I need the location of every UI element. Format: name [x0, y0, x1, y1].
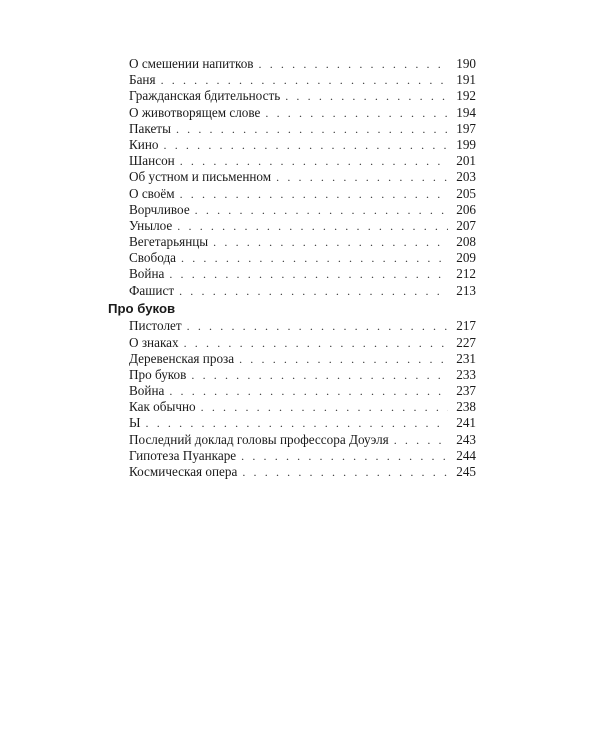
- toc-entry-page: 243: [456, 431, 476, 447]
- table-of-contents: [108, 56, 476, 480]
- toc-entry-title: Вегетарьянцы: [129, 234, 209, 250]
- dot-leader: [213, 234, 448, 250]
- dot-leader: [180, 153, 448, 169]
- toc-entry-title: Кино: [129, 136, 159, 152]
- toc-entry: [108, 464, 476, 480]
- toc-entry-page: 191: [456, 72, 476, 88]
- toc-entry-page: 233: [456, 366, 476, 382]
- toc-entry-title: Шансон: [129, 153, 175, 169]
- toc-entry-title: Ворчливое: [129, 201, 190, 217]
- toc-entry-title: Гражданская бдительность: [129, 88, 281, 104]
- toc-entry-page: 194: [456, 104, 476, 120]
- toc-entry-page: 190: [456, 56, 476, 71]
- toc-entry-page: 227: [456, 334, 476, 350]
- toc-entry: [108, 186, 476, 202]
- toc-entry: [108, 383, 476, 399]
- toc-entry-title: Космическая опера: [129, 464, 238, 479]
- dot-leader: [164, 137, 448, 153]
- toc-entry: [108, 218, 476, 234]
- dot-leader: [169, 266, 448, 282]
- toc-entry-title: Ы: [129, 415, 141, 431]
- dot-leader: [259, 56, 448, 72]
- toc-entry: [108, 72, 476, 88]
- toc-entry-page: 241: [456, 415, 476, 431]
- toc-entry-title: Деревенская проза: [129, 350, 235, 366]
- toc-entry: [108, 88, 476, 104]
- toc-entry-title: Последний доклад головы профессора Доуэля: [129, 431, 389, 447]
- dot-leader: [181, 250, 448, 266]
- toc-entry-title: Гипотеза Пуанкаре: [129, 447, 237, 463]
- toc-entry: [108, 234, 476, 250]
- toc-entry: [108, 283, 476, 299]
- toc-entry-page: 207: [456, 217, 476, 233]
- dot-leader: [265, 105, 448, 121]
- toc-entry: [108, 105, 476, 121]
- toc-entry-page: 231: [456, 350, 476, 366]
- toc-entry: [108, 432, 476, 448]
- toc-entry-page: 201: [456, 153, 476, 169]
- toc-entry-title: Война: [129, 266, 165, 282]
- toc-entry-title: Свобода: [129, 250, 177, 266]
- toc-entry: [108, 137, 476, 153]
- toc-entry: [108, 250, 476, 266]
- toc-entry: [108, 335, 476, 351]
- toc-entries-before: [108, 56, 476, 299]
- toc-entry-title: Об устном и письменном: [129, 169, 272, 185]
- dot-leader: [191, 367, 448, 383]
- toc-entry-title: Про буков: [129, 366, 187, 382]
- toc-entry-title: О знаках: [129, 334, 179, 350]
- toc-entry-title: Пакеты: [129, 120, 171, 136]
- toc-entry-page: 212: [456, 266, 476, 282]
- toc-entry-title: Баня: [129, 72, 156, 88]
- toc-entry: [108, 169, 476, 185]
- dot-leader: [169, 383, 448, 399]
- toc-entry: [108, 448, 476, 464]
- toc-entry: [108, 153, 476, 169]
- dot-leader: [276, 169, 448, 185]
- toc-entry-title: Пистолет: [129, 318, 182, 334]
- toc-entry: [108, 266, 476, 282]
- toc-entry-title: О животворящем слове: [129, 104, 261, 120]
- dot-leader: [195, 202, 448, 218]
- toc-entries-after: [108, 318, 476, 480]
- dot-leader: [180, 186, 448, 202]
- toc-entry-title: Как обычно: [129, 399, 196, 415]
- dot-leader: [177, 218, 448, 234]
- dot-leader: [201, 399, 448, 415]
- toc-entry: [108, 351, 476, 367]
- dot-leader: [176, 121, 448, 137]
- toc-entry-title: Фашист: [129, 282, 175, 298]
- toc-entry-title: О смешении напитков: [129, 56, 254, 71]
- dot-leader: [242, 464, 448, 480]
- toc-entry-page: 205: [456, 185, 476, 201]
- toc-entry-page: 206: [456, 201, 476, 217]
- toc-entry: [108, 367, 476, 383]
- dot-leader: [285, 88, 448, 104]
- dot-leader: [187, 318, 448, 334]
- dot-leader: [239, 351, 448, 367]
- dot-leader: [179, 283, 448, 299]
- toc-entry-page: 213: [456, 282, 476, 298]
- toc-entry-page: 217: [456, 318, 476, 334]
- toc-entry: [108, 318, 476, 334]
- toc-entry: [108, 56, 476, 72]
- toc-entry-page: 237: [456, 383, 476, 399]
- toc-entry-page: 192: [456, 88, 476, 104]
- toc-entry: [108, 415, 476, 431]
- toc-entry-page: 209: [456, 250, 476, 266]
- toc-entry-title: Унылое: [129, 217, 173, 233]
- toc-entry-page: 245: [456, 464, 476, 479]
- toc-entry-page: 238: [456, 399, 476, 415]
- toc-entry-page: 199: [456, 136, 476, 152]
- toc-entry-page: 197: [456, 120, 476, 136]
- dot-leader: [394, 432, 448, 448]
- toc-entry-page: 203: [456, 169, 476, 185]
- toc-entry-page: 208: [456, 234, 476, 250]
- toc-entry: [108, 202, 476, 218]
- toc-section-heading: Про буков: [108, 300, 176, 316]
- dot-leader: [241, 448, 448, 464]
- toc-entry-title: Война: [129, 383, 165, 399]
- dot-leader: [184, 335, 448, 351]
- toc-entry: [108, 399, 476, 415]
- dot-leader: [161, 72, 448, 88]
- toc-entry: [108, 121, 476, 137]
- toc-entry-page: 244: [456, 447, 476, 463]
- toc-entry-title: О своём: [129, 185, 175, 201]
- dot-leader: [146, 415, 448, 431]
